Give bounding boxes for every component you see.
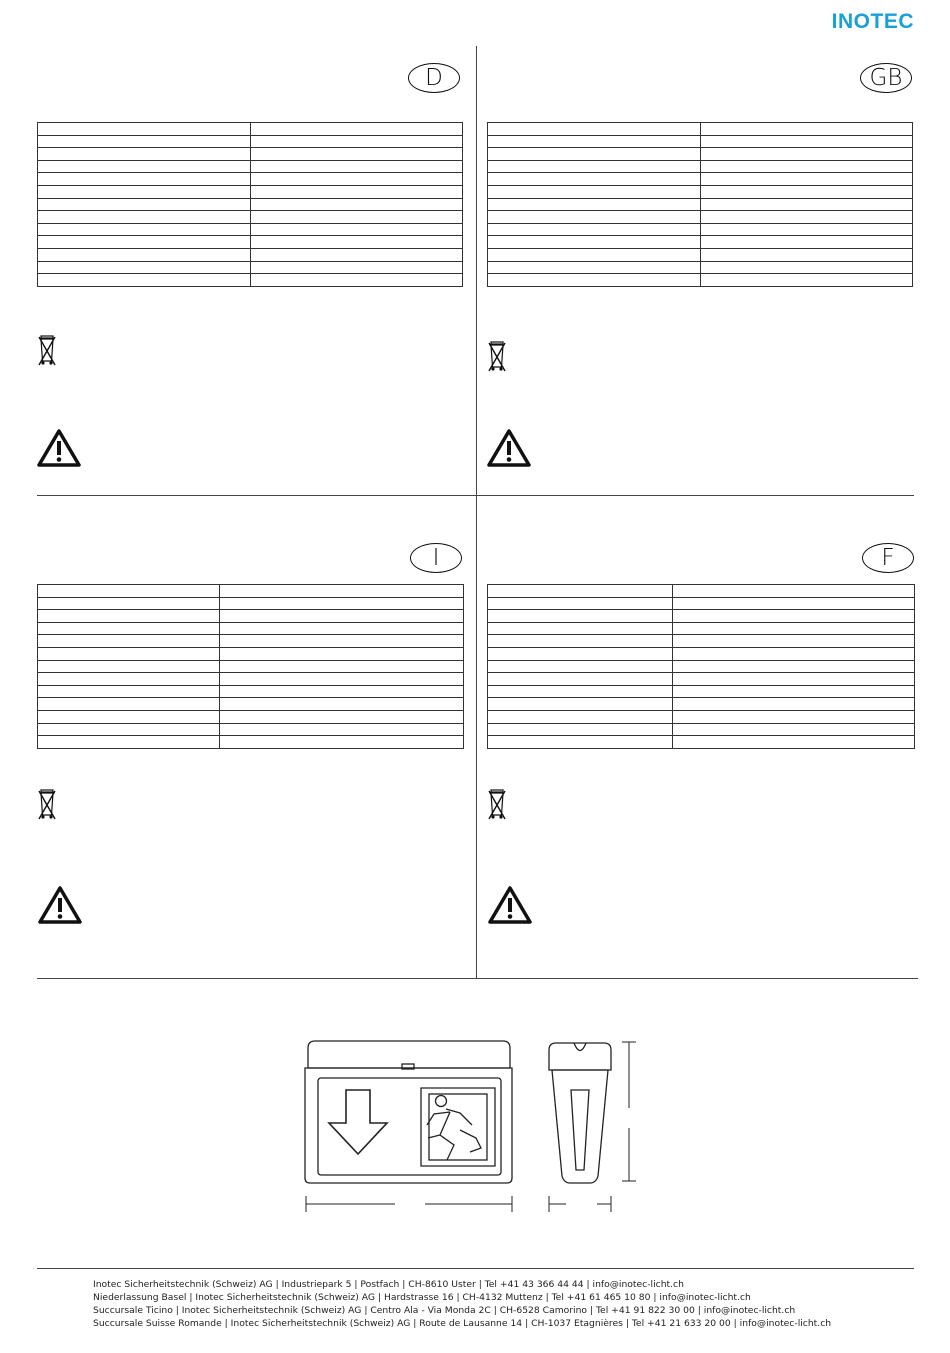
table-cell xyxy=(701,148,913,161)
table-row xyxy=(38,685,464,698)
table-cell xyxy=(38,123,251,136)
footer-line: Niederlassung Basel | Inotec Sicherheitstechnik (Schweiz) AG | Hardstrasse 16 | CH-4132 Muttenz | Tel +41 61 465 10 80 | info@inotec-licht.ch xyxy=(93,1292,751,1303)
table-cell xyxy=(220,635,464,648)
table-cell xyxy=(673,585,915,598)
table-cell xyxy=(38,685,220,698)
table-cell xyxy=(38,622,220,635)
table-row xyxy=(488,710,915,723)
table-row xyxy=(38,223,463,236)
table-cell xyxy=(488,673,673,686)
table-row xyxy=(38,123,463,136)
table-row xyxy=(38,173,463,186)
spec-table-gb xyxy=(487,122,913,287)
table-cell xyxy=(488,261,701,274)
table-cell xyxy=(488,622,673,635)
table-cell xyxy=(251,223,463,236)
table-cell xyxy=(251,261,463,274)
warning-triangle-icon xyxy=(488,886,532,924)
dimension-lines xyxy=(306,1042,636,1212)
table-cell xyxy=(220,622,464,635)
table-cell xyxy=(38,585,220,598)
spec-table-f xyxy=(487,584,915,749)
table-cell xyxy=(488,223,701,236)
table-cell xyxy=(38,185,251,198)
table-row xyxy=(38,211,463,224)
table-row xyxy=(38,635,464,648)
language-badge-gb: GB xyxy=(860,63,912,93)
table-row xyxy=(488,698,915,711)
table-cell xyxy=(488,123,701,136)
language-badge-d: D xyxy=(408,63,460,93)
table-cell xyxy=(673,685,915,698)
warning-triangle-icon xyxy=(37,429,81,467)
table-row xyxy=(38,274,463,287)
table-cell xyxy=(701,173,913,186)
table-cell xyxy=(673,673,915,686)
table-cell xyxy=(251,148,463,161)
table-cell xyxy=(38,647,220,660)
exit-sign-front-view xyxy=(305,1041,512,1183)
table-row xyxy=(488,635,915,648)
table-cell xyxy=(488,585,673,598)
table-cell xyxy=(220,660,464,673)
table-cell xyxy=(38,274,251,287)
table-cell xyxy=(488,274,701,287)
table-cell xyxy=(38,736,220,749)
table-cell xyxy=(251,173,463,186)
table-cell xyxy=(38,710,220,723)
table-cell xyxy=(673,723,915,736)
table-row xyxy=(488,647,915,660)
table-row xyxy=(488,610,915,623)
table-cell xyxy=(220,597,464,610)
table-row xyxy=(488,148,913,161)
footer-line: Succursale Suisse Romande | Inotec Sicherheitstechnik (Schweiz) AG | Route de Lausanne 14 | CH-1037 Etagnières | Tel +41 21 633 20 00 | info@inotec-licht.ch xyxy=(93,1318,832,1329)
table-cell xyxy=(701,236,913,249)
table-row xyxy=(488,261,913,274)
table-cell xyxy=(220,673,464,686)
crossed-bin-icon xyxy=(488,340,506,374)
table-row xyxy=(38,736,464,749)
table-cell xyxy=(701,261,913,274)
table-cell xyxy=(38,261,251,274)
table-cell xyxy=(38,610,220,623)
table-cell xyxy=(251,198,463,211)
table-cell xyxy=(488,610,673,623)
table-cell xyxy=(488,597,673,610)
table-cell xyxy=(488,635,673,648)
warning-triangle-icon xyxy=(38,886,82,924)
table-row xyxy=(38,597,464,610)
table-row xyxy=(488,123,913,136)
table-cell xyxy=(488,211,701,224)
table-cell xyxy=(488,135,701,148)
table-cell xyxy=(251,211,463,224)
table-row xyxy=(38,198,463,211)
table-row xyxy=(38,673,464,686)
table-cell xyxy=(251,135,463,148)
table-cell xyxy=(220,610,464,623)
table-cell xyxy=(488,248,701,261)
table-row xyxy=(488,160,913,173)
table-row xyxy=(488,223,913,236)
footer-addresses xyxy=(93,1278,831,1330)
table-cell xyxy=(38,248,251,261)
table-row xyxy=(488,660,915,673)
table-cell xyxy=(220,723,464,736)
footer-divider xyxy=(37,1268,914,1269)
table-cell xyxy=(38,148,251,161)
table-row xyxy=(488,173,913,186)
table-cell xyxy=(38,160,251,173)
exit-sign-side-view xyxy=(549,1043,611,1183)
table-cell xyxy=(488,173,701,186)
table-cell xyxy=(220,710,464,723)
spec-table-i xyxy=(37,584,464,749)
table-cell xyxy=(38,198,251,211)
table-row xyxy=(488,135,913,148)
crossed-bin-icon xyxy=(38,334,56,368)
footer-line: Succursale Ticino | Inotec Sicherheitstechnik (Schweiz) AG | Centro Ala - Via Monda 2C | CH-6528 Camorino | Tel +41 91 822 30 00 | info@inotec-licht.ch xyxy=(93,1305,796,1316)
middle-divider xyxy=(37,495,914,496)
table-row xyxy=(38,160,463,173)
table-row xyxy=(38,622,464,635)
table-cell xyxy=(38,660,220,673)
table-row xyxy=(38,647,464,660)
table-cell xyxy=(673,710,915,723)
table-cell xyxy=(220,647,464,660)
table-cell xyxy=(251,123,463,136)
table-cell xyxy=(38,135,251,148)
table-row xyxy=(488,236,913,249)
table-row xyxy=(38,585,464,598)
table-cell xyxy=(38,173,251,186)
table-cell xyxy=(673,660,915,673)
table-cell xyxy=(701,185,913,198)
table-cell xyxy=(251,248,463,261)
table-row xyxy=(488,198,913,211)
table-cell xyxy=(673,698,915,711)
table-cell xyxy=(251,274,463,287)
table-row xyxy=(38,710,464,723)
table-cell xyxy=(488,185,701,198)
table-cell xyxy=(251,236,463,249)
table-row xyxy=(488,622,915,635)
table-cell xyxy=(701,123,913,136)
table-row xyxy=(38,723,464,736)
crossed-bin-icon xyxy=(38,788,56,822)
table-cell xyxy=(673,610,915,623)
table-cell xyxy=(38,635,220,648)
table-row xyxy=(488,597,915,610)
table-cell xyxy=(220,698,464,711)
table-row xyxy=(488,185,913,198)
table-cell xyxy=(673,736,915,749)
table-cell xyxy=(488,198,701,211)
table-cell xyxy=(701,223,913,236)
table-row xyxy=(488,211,913,224)
table-cell xyxy=(38,723,220,736)
table-cell xyxy=(488,698,673,711)
table-cell xyxy=(251,160,463,173)
table-cell xyxy=(488,160,701,173)
lower-divider xyxy=(37,978,918,979)
table-row xyxy=(488,274,913,287)
table-row xyxy=(488,736,915,749)
table-row xyxy=(38,135,463,148)
table-cell xyxy=(220,685,464,698)
table-row xyxy=(38,185,463,198)
table-cell xyxy=(38,236,251,249)
table-cell xyxy=(488,647,673,660)
table-cell xyxy=(488,685,673,698)
table-cell xyxy=(673,597,915,610)
table-cell xyxy=(488,736,673,749)
table-row xyxy=(38,610,464,623)
table-cell xyxy=(673,622,915,635)
table-cell xyxy=(38,211,251,224)
table-cell xyxy=(701,198,913,211)
table-row xyxy=(38,660,464,673)
table-row xyxy=(488,585,915,598)
table-cell xyxy=(38,223,251,236)
table-row xyxy=(38,236,463,249)
table-row xyxy=(488,673,915,686)
language-badge-i: I xyxy=(410,543,462,573)
footer-line: Inotec Sicherheitstechnik (Schweiz) AG | Industriepark 5 | Postfach | CH-8610 Uster | Tel +41 43 366 44 44 | info@inotec-licht.ch xyxy=(93,1279,684,1290)
table-cell xyxy=(488,660,673,673)
table-cell xyxy=(673,647,915,660)
table-cell xyxy=(220,736,464,749)
table-cell xyxy=(251,185,463,198)
table-cell xyxy=(38,698,220,711)
crossed-bin-icon xyxy=(488,788,506,822)
table-cell xyxy=(488,236,701,249)
table-cell xyxy=(701,211,913,224)
table-row xyxy=(38,261,463,274)
table-cell xyxy=(220,585,464,598)
table-row xyxy=(488,248,913,261)
table-cell xyxy=(701,248,913,261)
table-row xyxy=(488,723,915,736)
table-cell xyxy=(38,673,220,686)
table-cell xyxy=(701,135,913,148)
table-row xyxy=(488,685,915,698)
spec-table-d xyxy=(37,122,463,287)
table-row xyxy=(38,248,463,261)
vertical-divider xyxy=(476,46,477,978)
table-cell xyxy=(38,597,220,610)
table-cell xyxy=(701,160,913,173)
table-cell xyxy=(673,635,915,648)
table-row xyxy=(38,698,464,711)
inotec-logo: INOTEC xyxy=(831,10,914,33)
table-row xyxy=(38,148,463,161)
table-cell xyxy=(488,723,673,736)
table-cell xyxy=(488,148,701,161)
warning-triangle-icon xyxy=(487,429,531,467)
table-cell xyxy=(701,274,913,287)
language-badge-f: F xyxy=(862,543,914,573)
table-cell xyxy=(488,710,673,723)
